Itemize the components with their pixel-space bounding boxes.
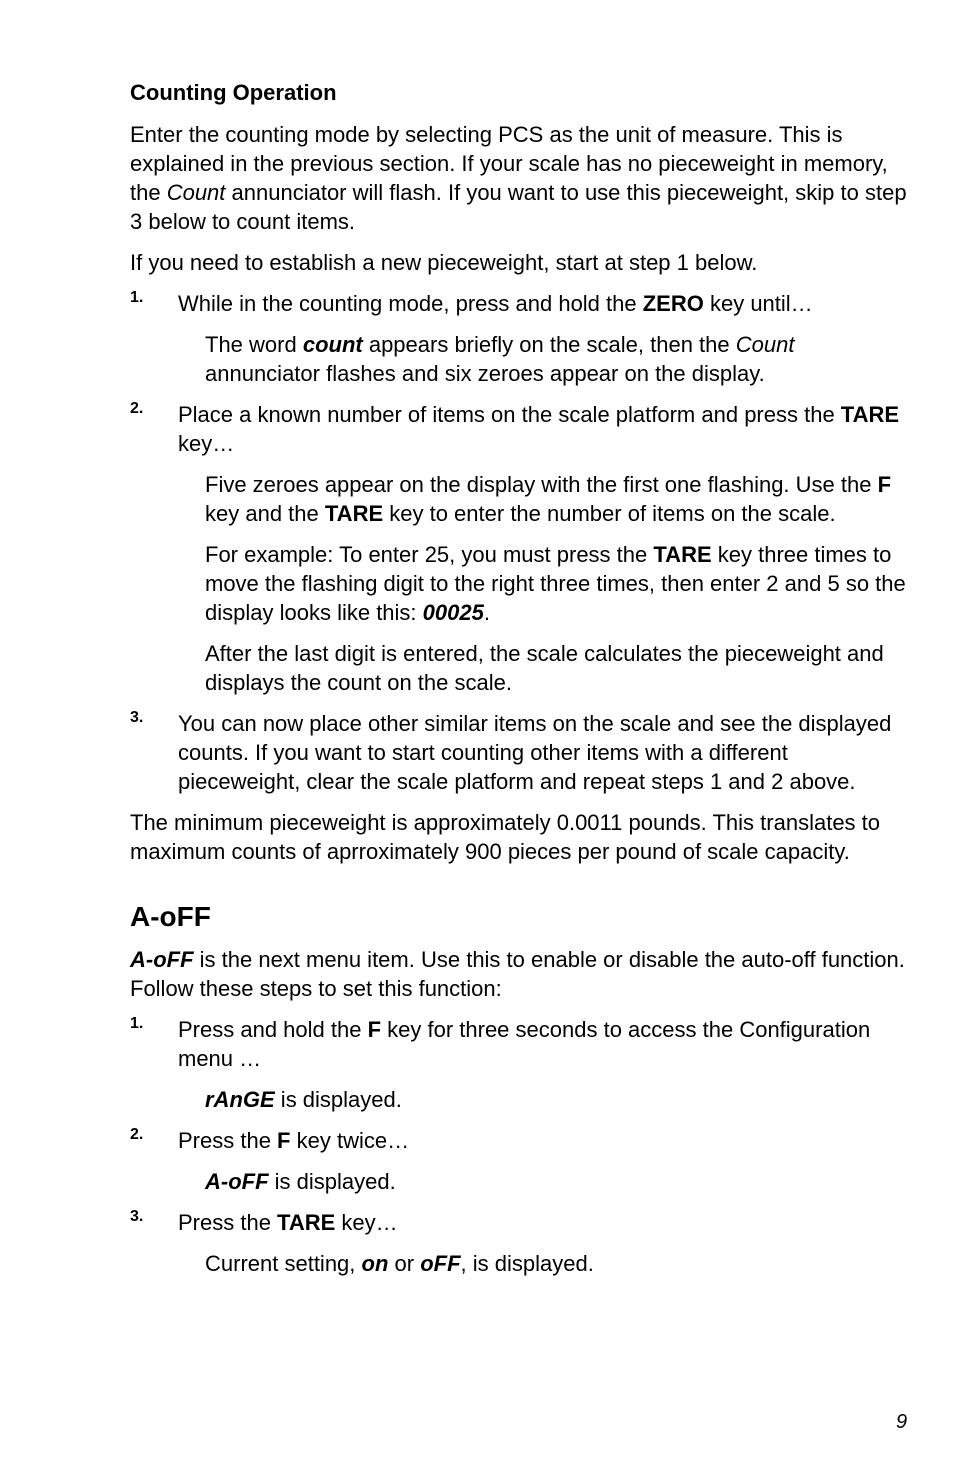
- step-number: 1.: [130, 1015, 144, 1032]
- aoff-step-3-result: [130, 1249, 910, 1278]
- text-run: For example: To enter 25, you must press the: [205, 542, 654, 567]
- text-run: Five zeroes appear on the display with the first one flashing. Use the: [205, 472, 878, 497]
- aoff-step-2-result: [130, 1167, 910, 1196]
- text-run: Current setting,: [205, 1251, 362, 1276]
- text-run: or: [388, 1251, 421, 1276]
- text-run: annunciator flashes and six zeroes appear on the display.: [205, 361, 765, 386]
- display-term: count: [302, 332, 363, 357]
- counting-step-3: [130, 709, 910, 796]
- text-run: , is displayed.: [460, 1251, 594, 1276]
- aoff-step-1: [130, 1015, 910, 1073]
- text-run: .: [483, 600, 490, 625]
- aoff-step-1-result: [130, 1085, 910, 1114]
- key-name: TARE: [324, 501, 384, 526]
- text-run: key three times to move the flashing digit to the right three times, then enter 2 and 5 so the display looks like this:: [205, 542, 906, 625]
- key-name: ZERO: [642, 291, 704, 316]
- text-run: Press and hold the: [178, 1017, 368, 1042]
- text-run: is displayed.: [268, 1169, 396, 1194]
- count-term: Count: [166, 180, 226, 205]
- text-run: key to enter the number of items on the scale.: [383, 501, 836, 526]
- counting-intro-paragraph: [130, 120, 910, 236]
- counting-step-1-result: [130, 330, 910, 388]
- key-name: TARE: [840, 402, 900, 427]
- key-name: F: [877, 472, 892, 497]
- step-number: 1.: [130, 289, 144, 306]
- aoff-step-2: [130, 1126, 910, 1155]
- text-run: While in the counting mode, press and hold the: [178, 291, 643, 316]
- key-name: F: [367, 1017, 382, 1042]
- counting-step-2-result-a: [130, 470, 910, 528]
- text-run: key…: [335, 1210, 398, 1235]
- document-page: [130, 78, 910, 1290]
- display-term: on: [361, 1251, 389, 1276]
- display-term: oFF: [420, 1251, 461, 1276]
- display-term: A-oFF: [130, 947, 194, 972]
- page-number: 9: [896, 1411, 908, 1433]
- counting-start-paragraph: If you need to establish a new pieceweight, start at step 1 below.: [130, 250, 758, 275]
- step-number: 2.: [130, 400, 144, 417]
- display-term: 00025: [422, 600, 484, 625]
- text-run: Enter the counting mode by selecting PCS as the unit of measure. This is explained in the previous section. If your scale has no pieceweight in memory, the: [130, 122, 888, 205]
- step-text: You can now place other similar items on the scale and see the displayed counts. If you want to start counting other items with a different pieceweight, clear the scale platform and repeat steps 1 and 2 above.: [178, 711, 892, 794]
- text-run: key until…: [703, 291, 813, 316]
- text-run: is the next menu item. Use this to enable or disable the auto-off function. Follow these steps to set this function:: [130, 947, 905, 1001]
- counting-step-1: [130, 289, 910, 318]
- text-run: key…: [178, 431, 235, 456]
- aoff-intro-paragraph: [130, 945, 910, 1003]
- counting-minimum-paragraph: The minimum pieceweight is approximately 0.0011 pounds. This translates to maximum counts of aprroximately 900 pieces per pound of scale capacity.: [130, 810, 881, 864]
- step-number: 3.: [130, 709, 144, 726]
- text-run: Press the: [178, 1210, 278, 1235]
- aoff-step-3: [130, 1208, 910, 1237]
- display-term: A-oFF: [205, 1169, 269, 1194]
- section-heading-counting: Counting Operation: [130, 80, 337, 105]
- key-name: TARE: [277, 1210, 336, 1235]
- key-name: TARE: [653, 542, 712, 567]
- step-number: 3.: [130, 1208, 144, 1225]
- text-run: is displayed.: [274, 1087, 402, 1112]
- text-run: key and the: [205, 501, 325, 526]
- counting-step-2: [130, 400, 910, 458]
- text-run: Press the: [178, 1128, 278, 1153]
- text-run: annunciator will flash. If you want to use this pieceweight, skip to step 3 below to count items.: [130, 180, 907, 234]
- section-heading-aoff: A-oFF: [130, 901, 211, 932]
- counting-step-2-result-c: After the last digit is entered, the scale calculates the pieceweight and displays the count on the scale.: [205, 641, 884, 695]
- count-term: Count: [735, 332, 795, 357]
- counting-step-2-result-b: [130, 540, 910, 627]
- text-run: key twice…: [290, 1128, 410, 1153]
- text-run: key for three seconds to access the Configuration menu …: [178, 1017, 871, 1071]
- key-name: F: [277, 1128, 291, 1153]
- text-run: appears briefly on the scale, then the: [362, 332, 736, 357]
- text-run: The word: [205, 332, 303, 357]
- display-term: rAnGE: [205, 1087, 275, 1112]
- step-number: 2.: [130, 1126, 144, 1143]
- text-run: Place a known number of items on the scale platform and press the: [178, 402, 841, 427]
